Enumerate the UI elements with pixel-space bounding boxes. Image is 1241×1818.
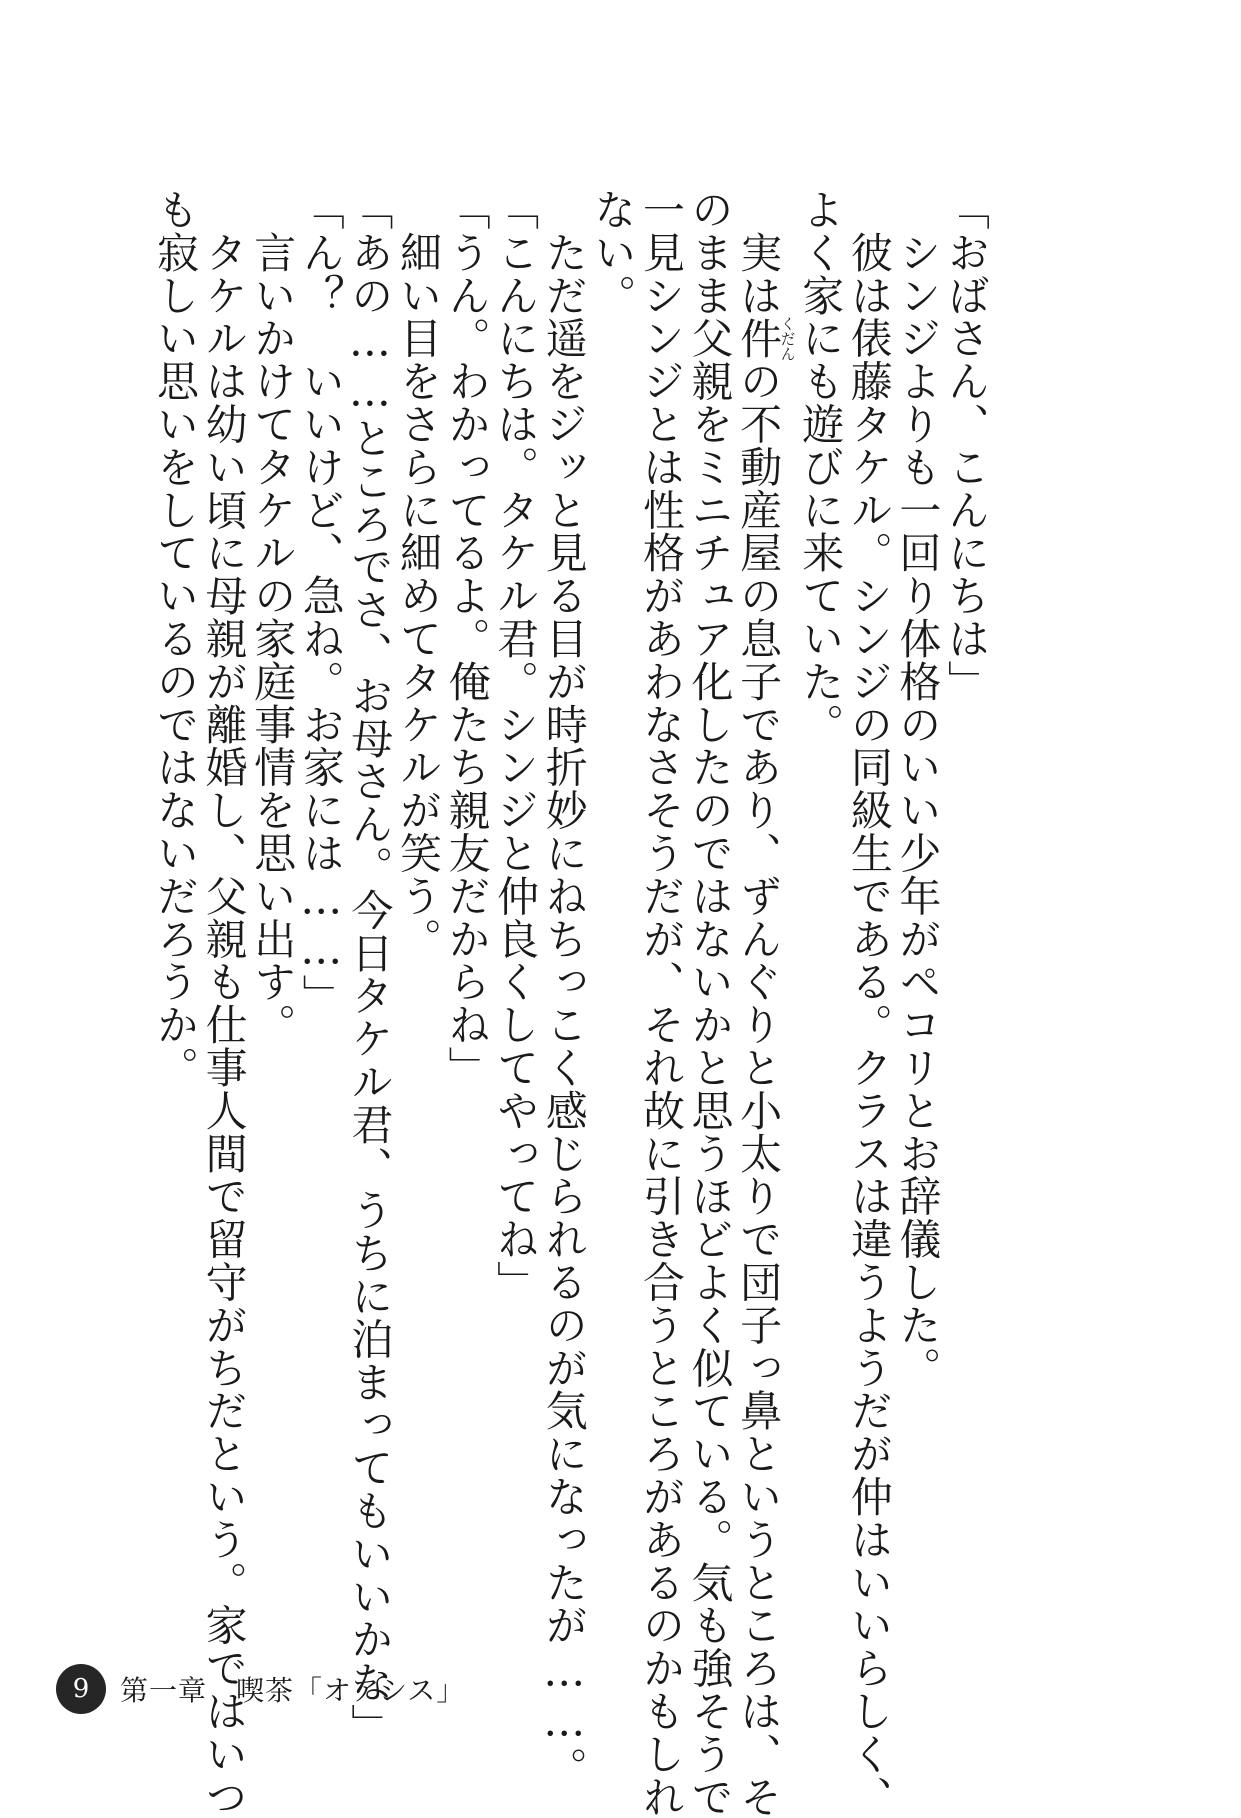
text-line: ただ遥をジッと見る目が時折妙にねちっこく感じられるのが気になったが……。	[539, 188, 589, 1790]
page-footer	[56, 1663, 465, 1715]
text-line: 言いかけてタケルの家庭事情を思い出す。	[248, 188, 298, 1046]
text-line: 「こんにちは。タケル君。シンジと仲良くしてやってね」	[491, 188, 541, 1304]
text-line: 一見シンジとは性格があわなさそうだが、それ故に引き合うところがあるのかもしれ	[636, 188, 686, 1818]
chapter-title: 第一章 喫茶「オアシス」	[120, 1674, 466, 1707]
text-line: 「おばさん、こんにちは」	[942, 188, 991, 703]
text-line: のまま父親をミニチュア化したのではないかと思うほどよく似ている。気も強そうで	[685, 188, 735, 1818]
text-line: よく家にも遊びに来ていた。	[796, 188, 846, 746]
text-line: 細い目をさらに細めてタケルが笑う。	[393, 188, 443, 961]
text-line: も寂しい思いをしているのではないだろうか。	[151, 188, 200, 1089]
text-line: 彼は俵藤タケル。シンジの同級生である。クラスは違うようだが仲はいいらしく、	[844, 188, 894, 1818]
text-line: タケルは幼い頃に母親が離婚し、父親も仕事人間で留守がちだという。家ではいつ	[199, 188, 249, 1818]
page-number-badge: 9	[56, 1664, 106, 1714]
text-line: シンジよりも一回り体格のいい少年がペコリとお辞儀した。	[893, 188, 943, 1390]
ruby-annotation: 件くだん	[734, 315, 797, 361]
text-line: 「うん。わかってるよ。俺たち親友だからね」	[442, 188, 492, 1089]
text-line: ない。	[588, 188, 638, 317]
text-line-with-ruby: 実は件くだんの不動産屋の息子であり、ずんぐりと小太りで団子っ鼻というところは、そ	[734, 188, 797, 1818]
text-line: 「あの……ところでさ、お母さん。今日タケル君、うちに泊まってもいいかな」	[345, 188, 395, 1747]
text-line: 「ん？ いいけど、急ね。お家には……」	[296, 188, 346, 1018]
ruby-reading: くだん	[778, 315, 797, 361]
